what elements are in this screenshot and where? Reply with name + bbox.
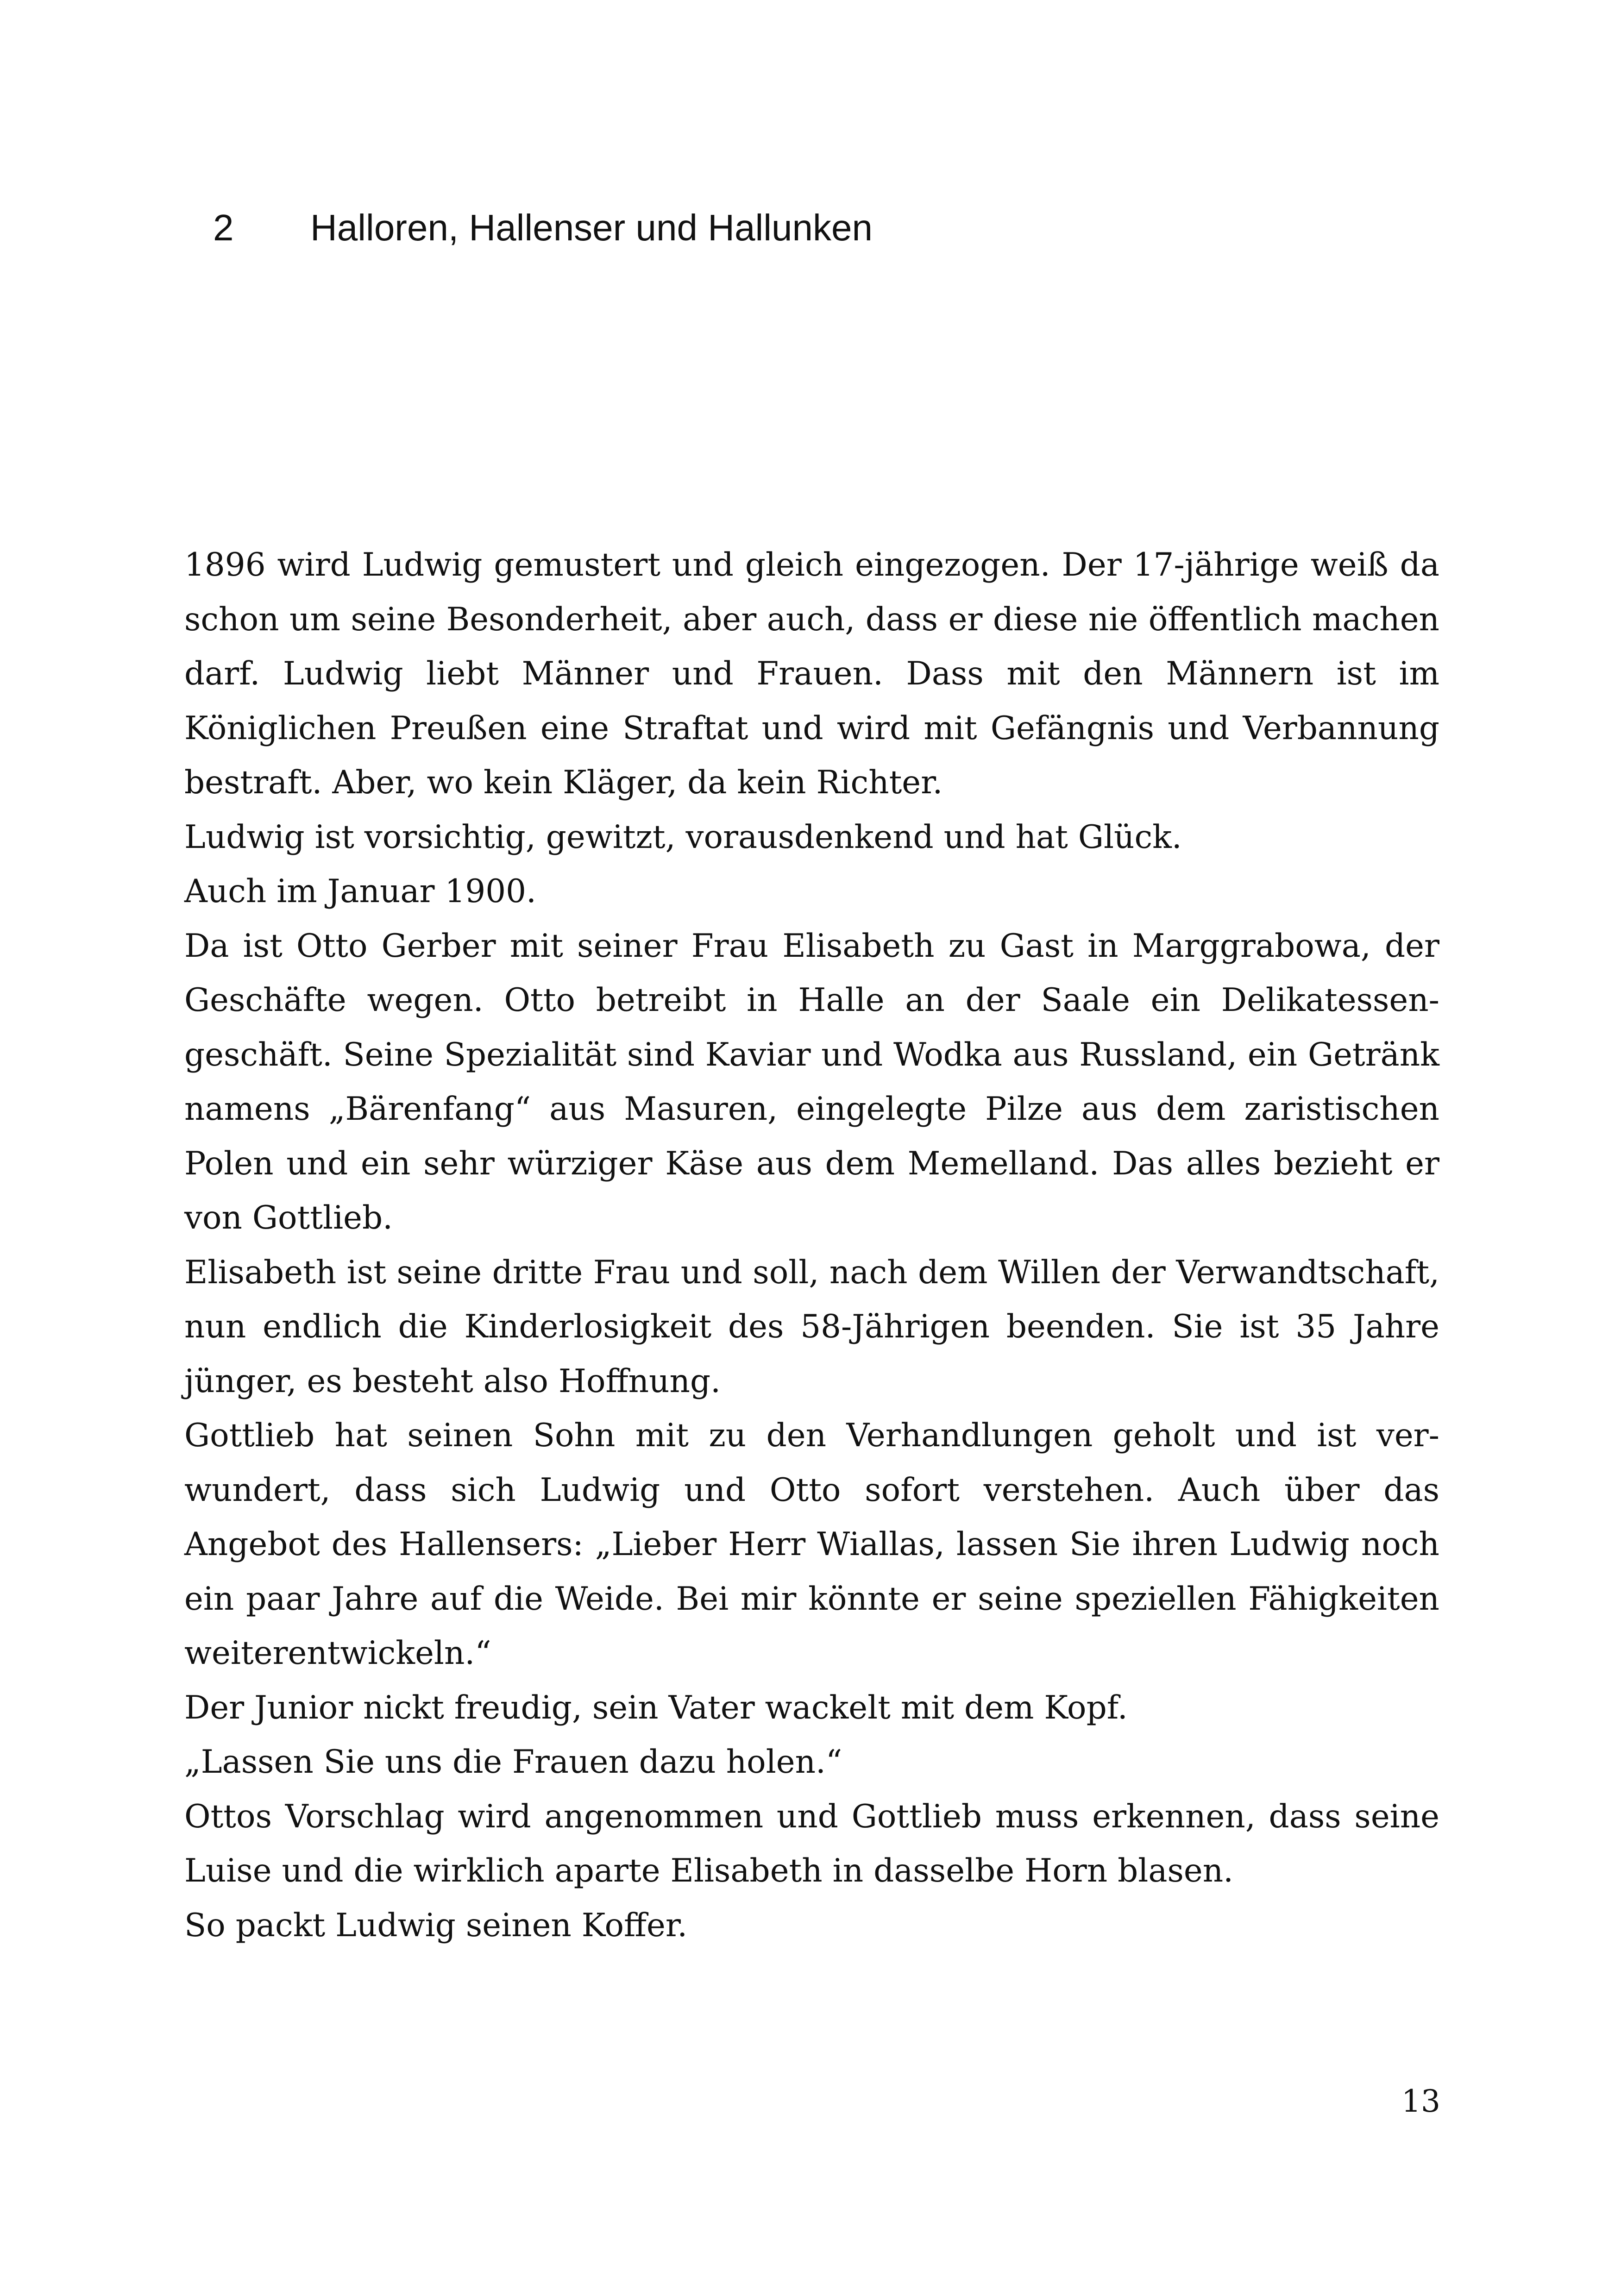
page-number: 13 <box>1401 2083 1440 2119</box>
paragraph: Der Junior nickt freudig, sein Vater wackelt mit dem Kopf. <box>184 1689 1128 1726</box>
paragraph: Auch im Januar 1900. <box>184 873 536 910</box>
paragraph: Elisabeth ist seine dritte Frau und soll, nach dem Willen der Verwandtschaft, nun endlich die Kinderlosigkeit des 58-Jährigen beenden. Sie ist 35 Jahre jünger, es besteht also Hoffnung. <box>184 1254 1439 1400</box>
paragraph: So packt Ludwig seinen Koffer. <box>184 1907 688 1944</box>
body-text <box>184 538 1439 1953</box>
paragraph: Ottos Vorschlag wird angenommen und Gottlieb muss erkennen, dass seine Luise und die wirklich aparte Elisabeth in dasselbe Horn blasen. <box>184 1798 1439 1889</box>
paragraph: „Lassen Sie uns die Frauen dazu holen.“ <box>184 1744 842 1781</box>
chapter-number: 2 <box>213 207 234 248</box>
chapter-heading <box>213 209 873 246</box>
paragraph: Ludwig ist vorsichtig, gewitzt, vorausdenkend und hat Glück. <box>184 818 1182 856</box>
paragraph: 1896 wird Ludwig gemustert und gleich eingezogen. Der 17-jährige weiß da schon um seine Besonderheit, aber auch, dass er diese nie öffentlich machen darf. Ludwig liebt Männer und Frauen. Dass mit den Männern ist im Königlichen Preußen eine Straftat und wird mit Gefängnis und Verbannung bestraft. Aber, wo kein Kläger, da kein Richter. <box>184 546 1439 801</box>
paragraph: Da ist Otto Gerber mit seiner Frau Elisabeth zu Gast in Marggrabowa, der Geschäfte wegen. Otto betreibt in Halle an der Saale ein Delikatessengeschäft. Seine Spezialität sind Kaviar und Wodka aus Russland, ein Getränk namens „Bärenfang“ aus Masuren, eingelegte Pilze aus dem zaristischen Polen und ein sehr würziger Käse aus dem Memelland. Das alles bezieht er von Gottlieb. <box>184 927 1439 1236</box>
paragraph: Gottlieb hat seinen Sohn mit zu den Verhandlungen geholt und ist verwundert, dass sich Ludwig und Otto sofort verstehen. Auch über das Angebot des Hallensers: „Lieber Herr Wiallas, lassen Sie ihren Ludwig noch ein paar Jahre auf die Weide. Bei mir könnte er seine speziellen Fähigkeiten weiterentwickeln.“ <box>184 1417 1439 1672</box>
chapter-title: Halloren, Hallenser und Hallunken <box>310 207 873 248</box>
